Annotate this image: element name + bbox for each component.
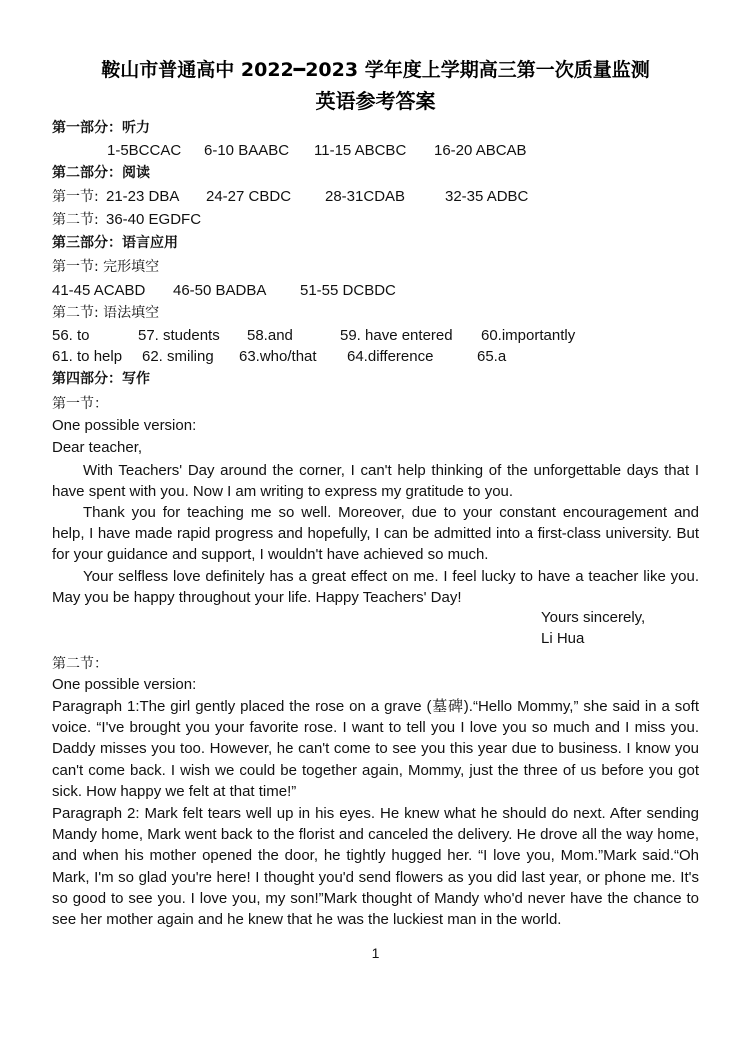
answer-group: 1-5BCCAC bbox=[107, 142, 182, 159]
answer-item: 59. have entered bbox=[340, 327, 453, 344]
part4-sec2-intro: One possible version: bbox=[52, 676, 197, 693]
letter-closing: Yours sincerely, bbox=[541, 609, 646, 626]
part4-sec2-label: 第二节： bbox=[52, 656, 108, 672]
part2-heading: 第二部分：阅读 bbox=[52, 165, 150, 181]
document-subtitle: 英语参考答案 bbox=[315, 89, 436, 113]
answer-item: 65.a bbox=[477, 348, 507, 365]
part4-heading: 第四部分：写作 bbox=[52, 371, 150, 387]
answer-item: 57. students bbox=[138, 327, 220, 344]
answer-group: 6-10 BAABC bbox=[204, 142, 290, 159]
document-title: 鞍山市普通高中 2022━2023 学年度上学期高三第一次质量监测 bbox=[101, 59, 650, 81]
answer-group: 41-45 ACABD bbox=[52, 282, 146, 299]
answer-group: 24-27 CBDC bbox=[206, 188, 292, 205]
answer-group: 36-40 EGDFC bbox=[106, 211, 202, 228]
part1-answers-row bbox=[0, 141, 751, 161]
part3-sec1-label: 第一节: 完形填空 bbox=[52, 259, 160, 275]
answer-item: 61. to help bbox=[52, 348, 123, 365]
part3-sec2-label: 第二节: 语法填空 bbox=[52, 305, 160, 321]
answer-item: 58.and bbox=[247, 327, 293, 344]
letter-paragraph-3: Your selfless love definitely has a great effect on me. I feel lucky to have a teacher like you. May you be happy throughout your life. Happy Teachers' Day! bbox=[52, 568, 699, 607]
part1-heading: 第一部分：听力 bbox=[52, 120, 150, 136]
answer-group: 21-23 DBA bbox=[106, 188, 180, 205]
part3-heading: 第三部分：语言应用 bbox=[52, 235, 178, 251]
answer-item: 60.importantly bbox=[481, 327, 576, 344]
letter-paragraph-1: With Teachers' Day around the corner, I can't help thinking of the unforgettable days that I have spent with you. Now I am writing to express my gratitude to you. bbox=[52, 462, 699, 501]
answer-item: 64.difference bbox=[347, 348, 434, 365]
answer-group: 32-35 ADBC bbox=[445, 188, 529, 205]
part3-sec2-row2 bbox=[0, 347, 751, 367]
part3-sec2-row1 bbox=[0, 326, 751, 346]
answer-group: 51-55 DCBDC bbox=[300, 282, 396, 299]
part2-sec2-row bbox=[0, 210, 751, 230]
letter-paragraph-2: Thank you for teaching me so well. Moreover, due to your constant encouragement and help, I have made rapid progress and hopefully, I can be admitted into a first-class university. But for your guidance and support, I wouldn't have achieved so much. bbox=[52, 504, 699, 564]
page-number: 1 bbox=[371, 945, 380, 961]
part4-sec1-intro: One possible version: bbox=[52, 417, 197, 434]
letter-salutation: Dear teacher, bbox=[52, 439, 143, 456]
answer-item: 63.who/that bbox=[239, 348, 317, 365]
answer-item: 62. smiling bbox=[142, 348, 214, 365]
letter-signature: Li Hua bbox=[541, 630, 585, 647]
answer-group: 11-15 ABCBC bbox=[314, 142, 407, 159]
story-paragraph-1: Paragraph 1:The girl gently placed the rose on a grave (墓碑).“Hello Mommy,” she said in a soft voice. “I've brought you your favorite rose. I want to tell you I love you so much and I miss you. Daddy misses you too. However, he can't come to see you this year due to business. I know you can't come back. I wish we could be together again, Mommy, just the three of us before you got sick. How happy we felt at that time!” bbox=[52, 698, 699, 800]
answer-group: 28-31CDAB bbox=[325, 188, 406, 205]
answer-group: 46-50 BADBA bbox=[173, 282, 267, 299]
section-label: 第二节: bbox=[52, 212, 99, 228]
part3-sec1-row bbox=[0, 281, 751, 301]
answer-group: 16-20 ABCAB bbox=[434, 142, 527, 159]
part2-sec1-row bbox=[0, 187, 751, 207]
part4-sec1-label: 第一节： bbox=[52, 396, 108, 412]
answer-item: 56. to bbox=[52, 327, 90, 344]
story-paragraph-2: Paragraph 2: Mark felt tears well up in his eyes. He knew what he should do next. After sending Mandy home, Mark went back to the florist and canceled the delivery. He drove all the way home, and when his mother opened the door, he tightly hugged her. “I love you, Mom.”Mark said.“Oh Mark, I'm so glad you're here! I thought you'd send flowers as you did last year, or phone me. It's so good to see you. I love you, my son!”Mark thought of Mandy who'd never have the chance to see her mother again and he knew that he was the luckiest man in the world. bbox=[52, 805, 699, 929]
section-label: 第一节: bbox=[52, 189, 99, 205]
